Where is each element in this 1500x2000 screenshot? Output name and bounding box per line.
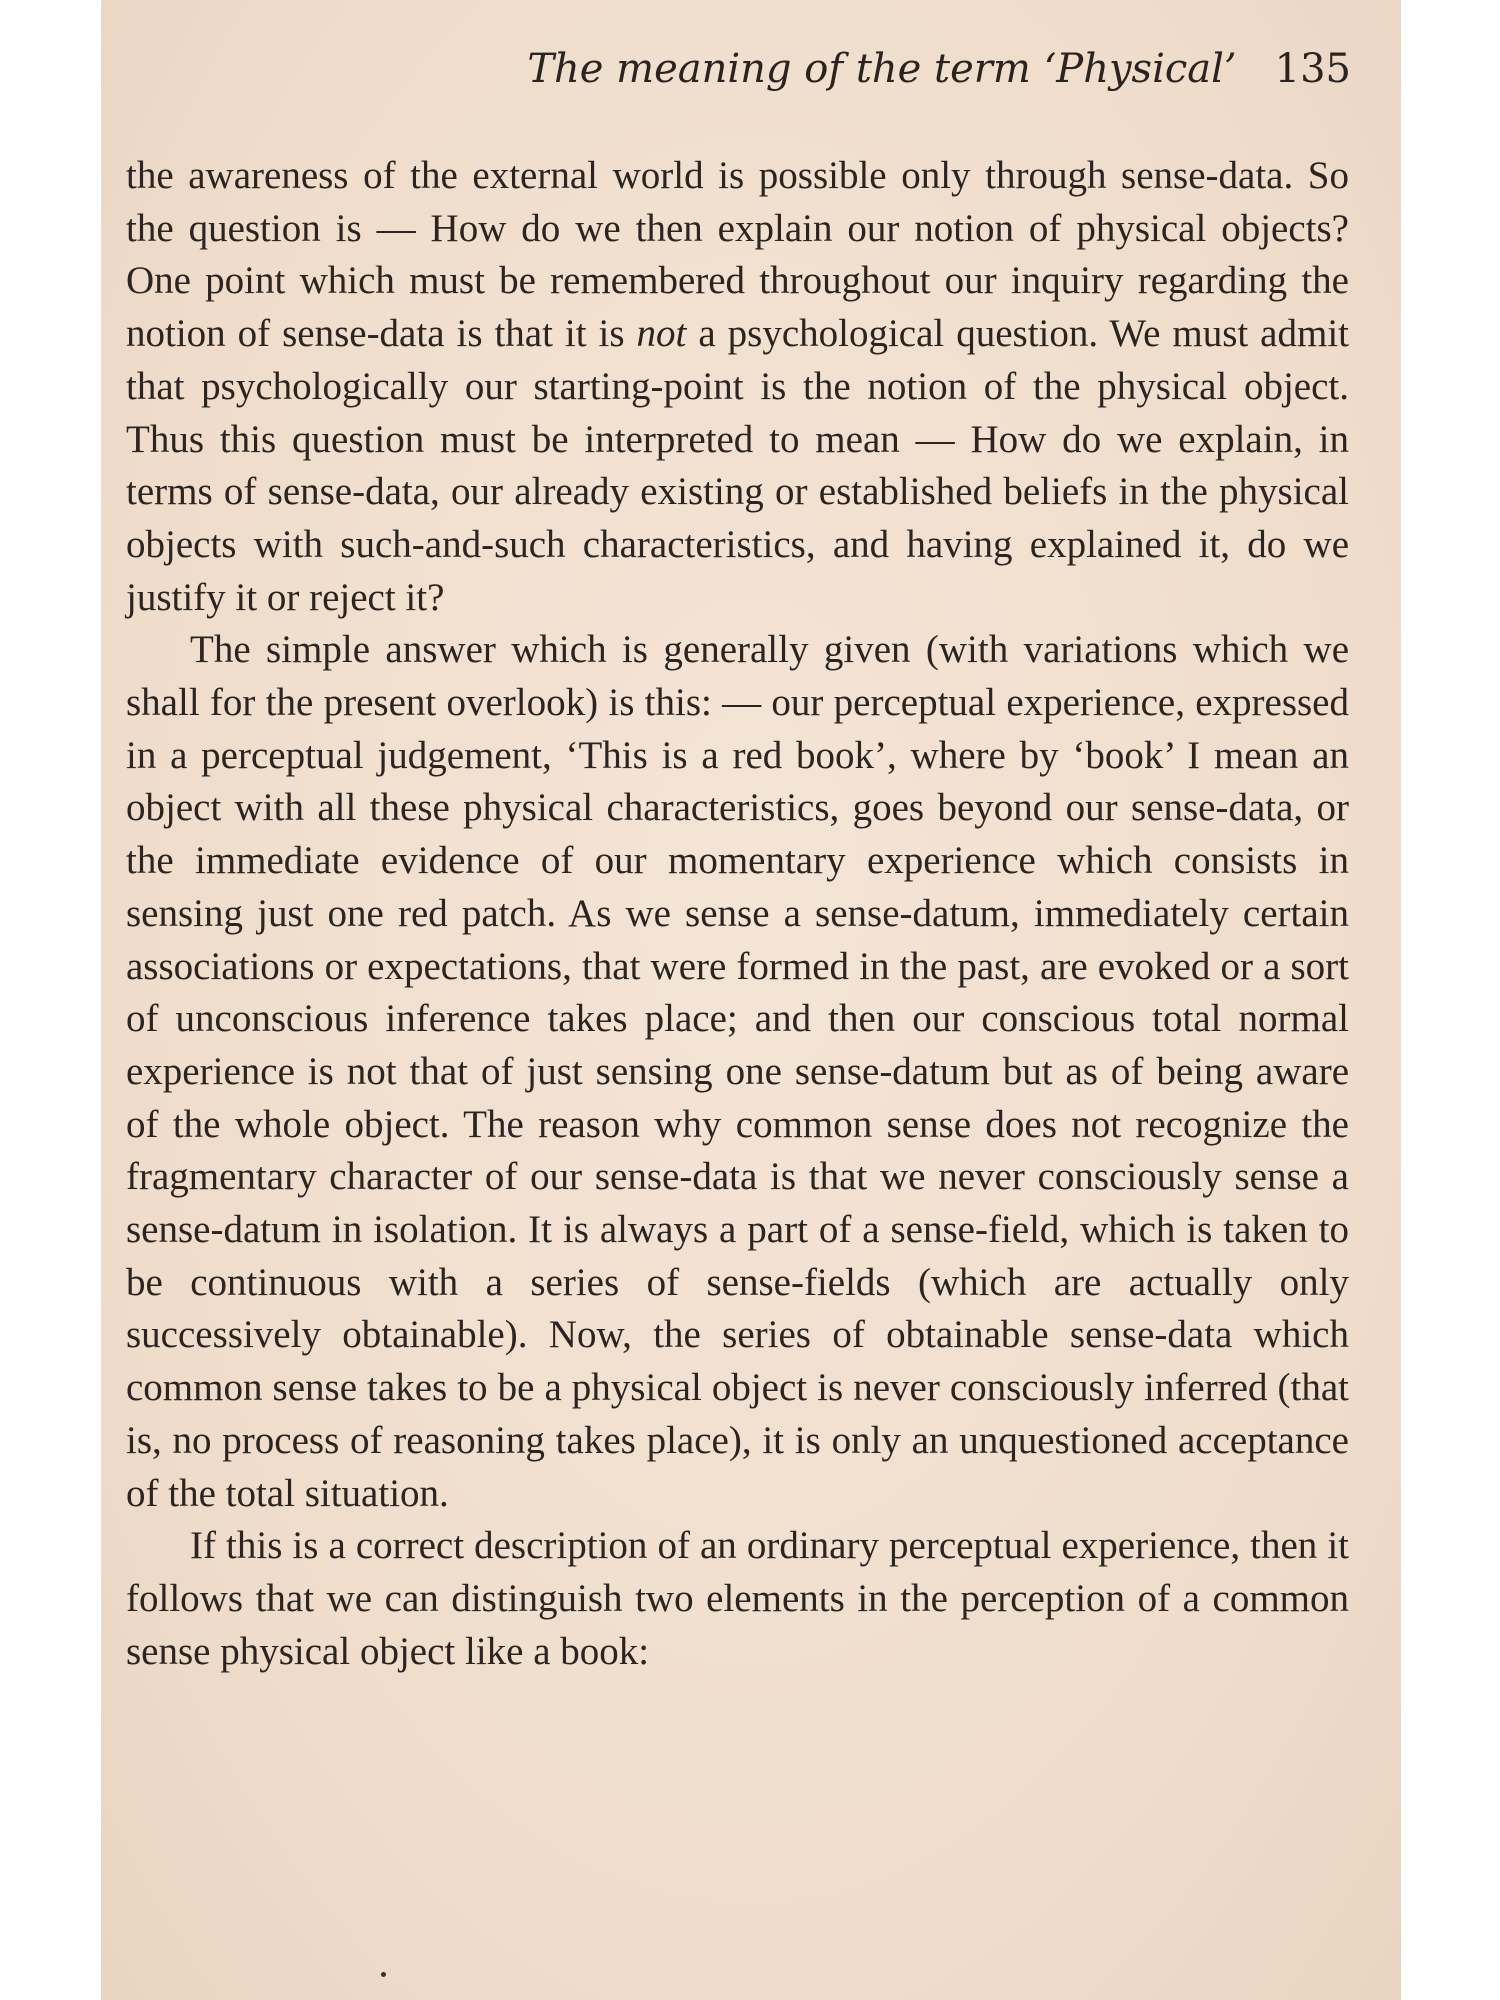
running-header bbox=[527, 46, 1351, 92]
page-number: 135 bbox=[1274, 46, 1351, 92]
body-text bbox=[126, 150, 1349, 1678]
paragraph-3: If this is a correct description of an ordinary perceptual experience, then it follows that we can distinguish two elements in the perception of a common sense physical object like a book: bbox=[126, 1524, 1349, 1673]
emphasis-not: not bbox=[636, 312, 687, 356]
paragraph-1 bbox=[126, 150, 1349, 624]
paper-speck bbox=[381, 1972, 386, 1977]
paragraph-1-part-1: the awareness of the external world is possible only through sense-data. So the question is — How do we then explain our notion of physical objects? One point which must be remembered throughout our inquiry regarding the notion of sense-data is that it is bbox=[126, 154, 1349, 356]
book-page bbox=[101, 0, 1401, 2000]
paragraph-1-part-2: a psychological question. We must admit that psychologically our starting-point is the notion of the physical object. Thus this question must be interpreted to mean — How do we explain, in terms of sense-data, our already existing or established beliefs in the physical objects with such-and-such characteristics, and having explained it, do we justify it or reject it? bbox=[126, 312, 1349, 619]
paragraph-2: The simple answer which is generally given (with variations which we shall for the present overlook) is this: — our perceptual experience, expressed in a perceptual judgement, ‘This is a red book’, where by ‘book’ I mean an object with all these physical characteristics, goes beyond our sense-data, or the immediate evidence of our momentary experience which consists in sensing just one red patch. As we sense a sense-datum, immediately certain associations or expectations, that were formed in the past, are evoked or a sort of unconscious inference takes place; and then our conscious total normal experience is not that of just sensing one sense-datum but as of being aware of the whole object. The reason why common sense does not recognize the fragmentary character of our sense-data is that we never consciously sense a sense-datum in isolation. It is always a part of a sense-field, which is taken to be continuous with a series of sense-fields (which are actually only successively obtainable). Now, the series of obtainable sense-data which common sense takes to be a physical object is never consciously inferred (that is, no process of reasoning takes place), it is only an unquestioned acceptance of the total situation. bbox=[126, 628, 1349, 1515]
running-title: The meaning of the term ‘Physical’ bbox=[527, 46, 1237, 92]
